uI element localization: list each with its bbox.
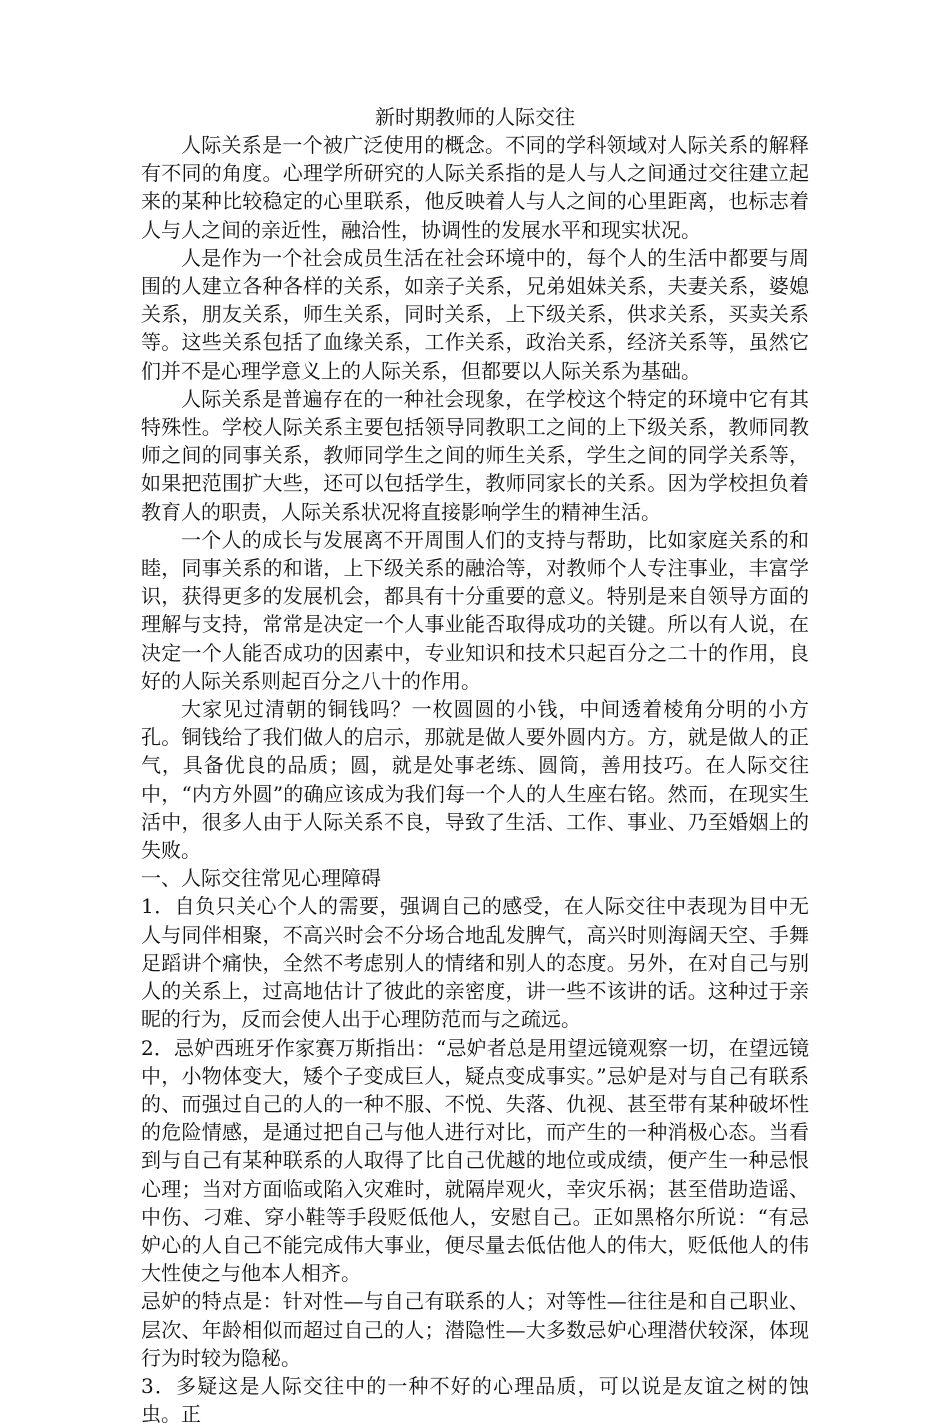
list-item-self-conceit: 1．自负只关心个人的需要，强调自己的感受，在人际交往中表现为目中无人与同伴相聚，不高兴时会不分场合地乱发脾气，高兴时则海阔天空、手舞足蹈讲个痛快，全然不考虑别人的情绪和别人的态度。另外，在对自己与别人的关系上，过高地估计了彼此的亲密度，讲一些不该讲的话。这种过于亲昵的行为，反而会使人出于心理防范而与之疏远。 bbox=[141, 894, 809, 1032]
document-title: 新时期教师的人际交往 bbox=[375, 105, 575, 129]
list-item-suspicion: 3．多疑这是人际交往中的一种不好的心理品质，可以说是友谊之树的蚀虫。正 bbox=[141, 1373, 809, 1427]
body-paragraph-4: 一个人的成长与发展离不开周围人们的支持与帮助，比如家庭关系的和睦，同事关系的和谐，上下级关系的融洽等，对教师个人专注事业，丰富学识，获得更多的发展机会，都具有十分重要的意义。特别是来自领导方面的理解与支持，常常是决定一个人事业能否取得成功的关键。所以有人说，在决定一个人能否成功的因素中，专业知识和技术只起百分之二十的作用，良好的人际关系则起百分之八十的作用。 bbox=[141, 527, 809, 693]
jealousy-characteristics: 忌妒的特点是：针对性—与自己有联系的人；对等性—往往是和自己职业、层次、年龄相似而超过自己的人；潜隐性—大多数忌妒心理潜伏较深，体现行为时较为隐秘。 bbox=[141, 1289, 809, 1370]
body-paragraph-3: 人际关系是普遍存在的一种社会现象，在学校这个特定的环境中它有其特殊性。学校人际关系主要包括领导同教职工之间的上下级关系，教师同教师之间的同事关系，教师同学生之间的师生关系，学生之间的同学关系等，如果把范围扩大些，还可以包括学生，教师同家长的关系。因为学校担负着教育人的职责，人际关系状况将直接影响学生的精神生活。 bbox=[141, 386, 809, 524]
body-paragraph-5: 大家见过清朝的铜钱吗？一枚圆圆的小钱，中间透着棱角分明的小方孔。铜钱给了我们做人的启示，那就是做人要外圆内方。方，就是做人的正气，具备优良的品质；圆，就是处事老练、圆筒，善用技巧。在人际交往中，“内方外圆”的确应该成为我们每一个人的人生座右铭。然而，在现实生活中，很多人由于人际关系不良，导致了生活、工作、事业、乃至婚姻上的失败。 bbox=[141, 697, 809, 863]
body-paragraph-2: 人是作为一个社会成员生活在社会环境中的，每个人的生活中都要与周围的人建立各种各样的关系，如亲子关系，兄弟姐妹关系，夫妻关系，婆媳关系，朋友关系，师生关系，同时关系，上下级关系，供求关系，买卖关系等。这些关系包括了血缘关系，工作关系，政治关系，经济关系等，虽然它们并不是心理学意义上的人际关系，但都要以人际关系为基础。 bbox=[141, 245, 809, 383]
body-paragraph-1: 人际关系是一个被广泛使用的概念。不同的学科领域对人际关系的解释有不同的角度。心理学所研究的人际关系指的是人与人之间通过交往建立起来的某种比较稳定的心里联系，他反映着人与人之间的心里距离，也标志着人与人之间的亲近性，融洽性，协调性的发展水平和现实状况。 bbox=[141, 133, 809, 242]
list-item-jealousy: 2．忌妒西班牙作家赛万斯指出：“忌妒者总是用望远镜观察一切，在望远镜中，小物体变大，矮个子变成巨人，疑点变成事实。”忌妒是对与自己有联系的、而强过自己的人的一种不服、不悦、失落、仇视、甚至带有某种破坏性的危险情感，是通过把自己与他人进行对比，而产生的一种消极心态。当看到与自己有某种联系的人取得了比自己优越的地位或成绩，便产生一种忌恨心理；当对方面临或陷入灾难时，就隔岸观火，幸灾乐祸；甚至借助造谣、中伤、刁难、穿小鞋等手段贬低他人，安慰自己。正如黑格尔所说：“有忌妒心的人自己不能完成伟大事业，便尽量去低估他人的伟大，贬低他人的伟大性使之与他本人相齐。 bbox=[141, 1035, 809, 1286]
section-heading: 一、人际交往常见心理障碍 bbox=[141, 866, 381, 891]
document-page bbox=[141, 0, 809, 1428]
